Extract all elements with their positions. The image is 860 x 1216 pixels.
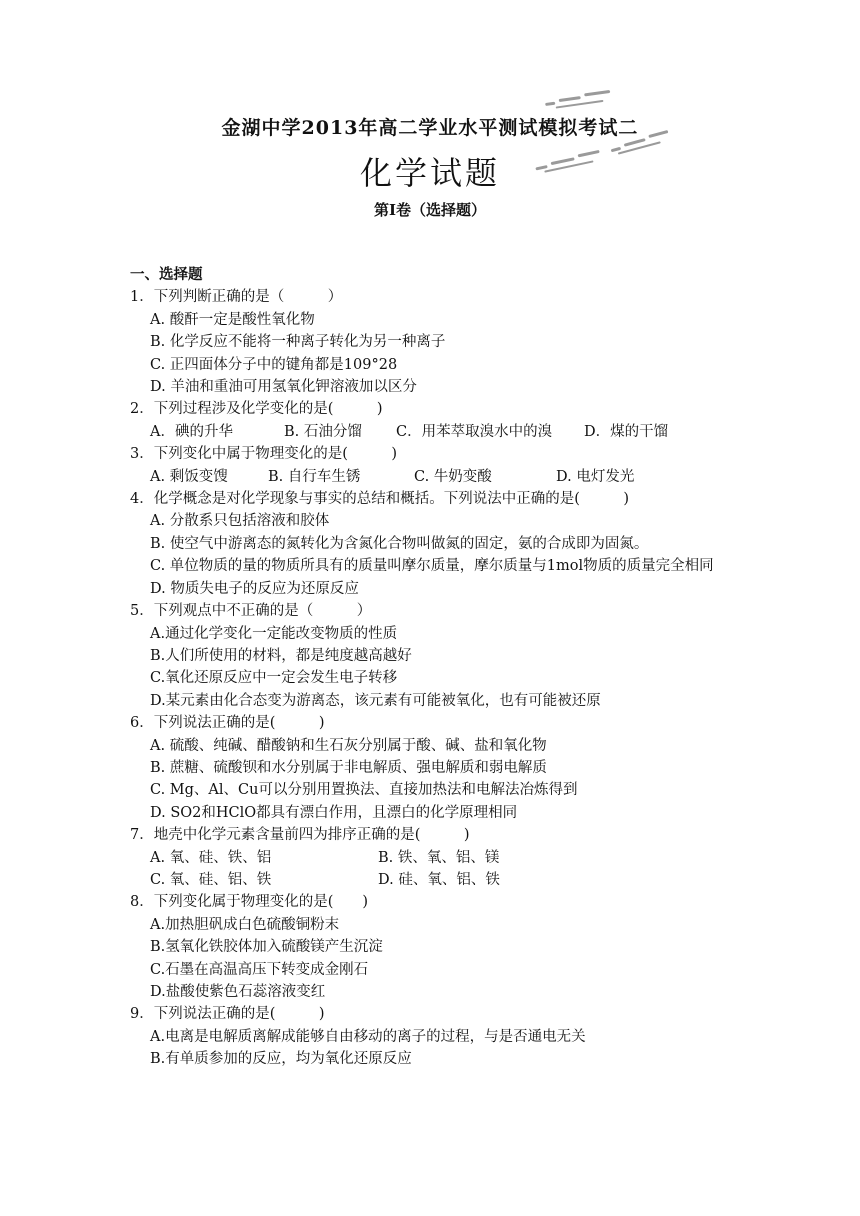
question-7-stem: 7．地壳中化学元素含量前四为排序正确的是( )	[130, 827, 470, 844]
question-1-option-d: D. 羊油和重油可用氢氧化钾溶液加以区分	[150, 379, 417, 396]
question-5-stem: 5．下列观点中不正确的是（ ）	[130, 603, 372, 620]
question-5-option-d: D.某元素由化合态变为游离态，该元素有可能被氧化，也有可能被还原	[150, 692, 601, 709]
question-9-option-b: B.有单质参加的反应，均为氧化还原反应	[150, 1051, 412, 1068]
question-2-option-c: C．用苯萃取溴水中的溴	[396, 423, 553, 440]
question-3-options	[130, 466, 730, 488]
question-7-option-b: B. 铁、氧、铝、镁	[378, 849, 500, 866]
question-3-option-b: B. 自行车生锈	[268, 468, 361, 485]
question-8-option-c: C.石墨在高温高压下转变成金刚石	[150, 961, 369, 978]
question-list	[130, 264, 730, 1071]
question-2-option-a: A．碘的升华	[150, 423, 233, 440]
question-6-option-c: C. Mg、Al、Cu可以分别用置换法、直接加热法和电解法冶炼得到	[150, 782, 578, 799]
question-9-option-a: A.电离是电解质离解成能够自由移动的离子的过程，与是否通电无关	[150, 1028, 586, 1045]
question-3-option-a: A. 剩饭变馊	[150, 468, 228, 485]
question-6-stem: 6．下列说法正确的是( )	[130, 715, 325, 732]
section-heading: 一、选择题	[130, 266, 203, 283]
subject-title: 化学试题	[359, 154, 500, 192]
question-3-stem: 3．下列变化中属于物理变化的是( )	[130, 446, 398, 463]
question-8-option-a: A.加热胆矾成白色硫酸铜粉末	[150, 916, 340, 933]
question-1-option-c: C. 正四面体分子中的键角都是109°28	[150, 356, 398, 373]
question-4-option-b: B. 使空气中游离态的氮转化为含氮化合物叫做氮的固定，氨的合成即为固氮。	[150, 535, 649, 552]
question-4-option-c: C. 单位物质的量的物质所具有的质量叫摩尔质量，摩尔质量与1mol物质的质量完全相同	[150, 558, 714, 575]
question-2-options	[130, 421, 730, 443]
question-1-option-a: A. 酸酐一定是酸性氧化物	[150, 311, 315, 328]
question-5-option-c: C.氧化还原反应中一定会发生电子转移	[150, 670, 398, 687]
question-2-option-b: B. 石油分馏	[284, 423, 362, 440]
question-7-option-d: D. 硅、氧、铝、铁	[378, 871, 500, 888]
question-4-stem: 4．化学概念是对化学现象与事实的总结和概括。下列说法中正确的是( )	[130, 491, 630, 508]
question-7-option-a: A. 氧、硅、铁、铝	[150, 849, 272, 866]
question-8-option-b: B.氢氧化铁胶体加入硫酸镁产生沉淀	[150, 939, 383, 956]
question-7-options-row-1	[130, 847, 730, 869]
question-6-option-b: B. 蔗糖、硫酸钡和水分别属于非电解质、强电解质和弱电解质	[150, 759, 547, 776]
question-2-option-d: D．煤的干馏	[584, 423, 669, 440]
school-exam-title: 金湖中学2013年高二学业水平测试模拟考试二	[221, 117, 639, 139]
question-1-stem: 1．下列判断正确的是（ ）	[130, 289, 343, 306]
question-4-option-d: D. 物质失电子的反应为还原反应	[150, 580, 359, 597]
question-5-option-b: B.人们所使用的材料，都是纯度越高越好	[150, 647, 412, 664]
question-8-stem: 8．下列变化属于物理变化的是( )	[130, 894, 369, 911]
part-title: 第Ⅰ卷（选择题）	[373, 201, 487, 219]
question-9-stem: 9．下列说法正确的是( )	[130, 1006, 325, 1023]
question-8-option-d: D.盐酸使紫色石蕊溶液变红	[150, 984, 326, 1000]
watermark-stamp-1	[544, 85, 618, 115]
question-7-option-c: C. 氧、硅、铝、铁	[150, 871, 272, 888]
question-7-options-row-2	[130, 869, 730, 891]
question-6-option-a: A. 硫酸、纯碱、醋酸钠和生石灰分别属于酸、碱、盐和氧化物	[150, 737, 547, 754]
question-1-option-b: B. 化学反应不能将一种离子转化为另一种离子	[150, 334, 446, 351]
question-2-stem: 2．下列过程涉及化学变化的是( )	[130, 401, 383, 418]
question-3-option-d: D. 电灯发光	[556, 468, 635, 485]
question-5-option-a: A.通过化学变化一定能改变物质的性质	[150, 625, 398, 642]
question-3-option-c: C. 牛奶变酸	[414, 468, 492, 485]
question-4-option-a: A. 分散系只包括溶液和胶体	[150, 513, 330, 530]
question-6-option-d: D. SO2和HClO都具有漂白作用，且漂白的化学原理相同	[150, 804, 518, 821]
